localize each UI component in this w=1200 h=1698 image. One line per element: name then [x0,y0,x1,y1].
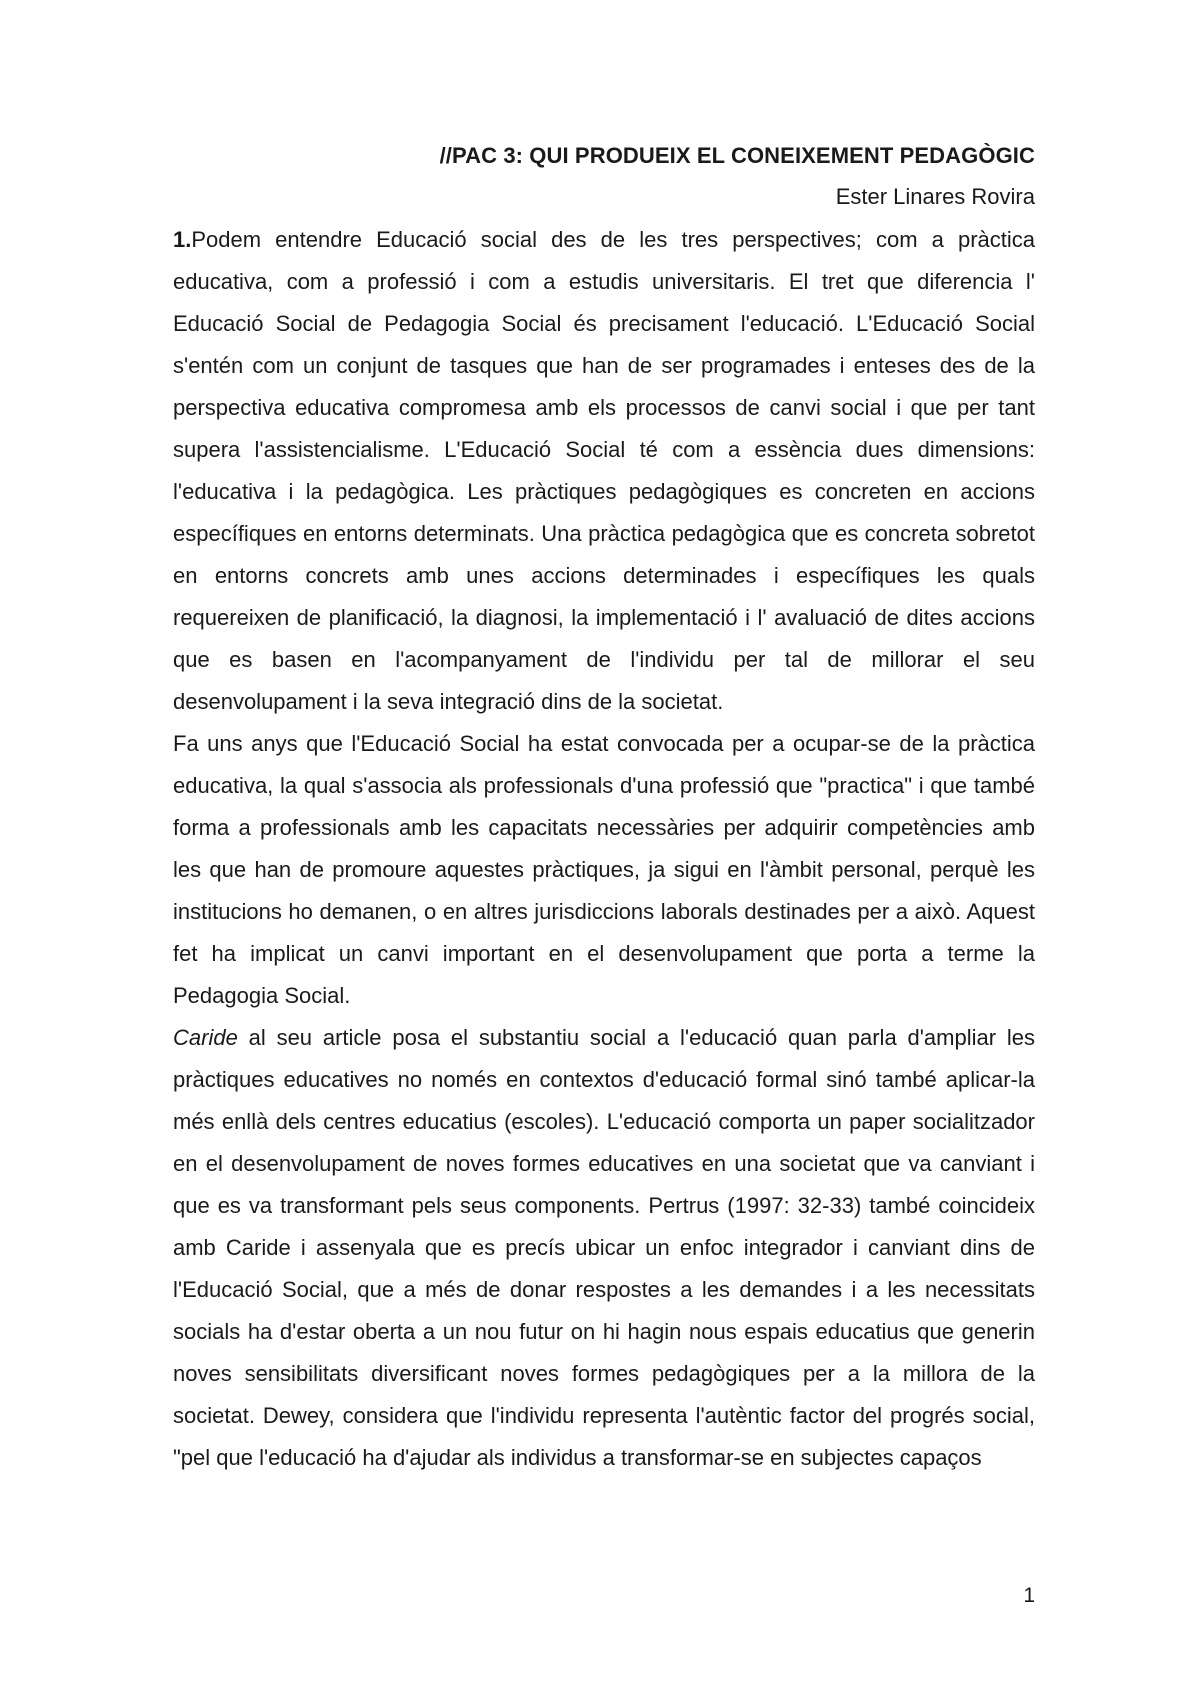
paragraph-text: al seu article posa el substantiu social a l'educació quan parla d'ampliar les pràctiques educatives no només en contextos d'educació formal sinó també aplicar-la més enllà dels centres educatius (escoles). L'educació comporta un paper socialitzador en el desenvolupament de noves formes educatives en una societat que va canviant i que es va transformant pels seus components. Pertrus (1997: 32-33) també coincideix amb Caride i assenyala que es precís ubicar un enfoc integrador i canviant dins de l'Educació Social, que a més de donar respostes a les demandes i a les necessitats socials ha d'estar oberta a un nou futur on hi hagin nous espais educatius que generin noves sensibilitats diversificant noves formes pedagògiques per a la millora de la societat. Dewey, considera que l'individu representa l'autèntic factor del progrés social, "pel que l'educació ha d'ajudar als individus a transformar-se en subjectes capaços [173,1025,1035,1470]
paragraph-number: 1. [173,227,192,252]
author-name: Ester Linares Rovira [835,184,1035,209]
paragraph-1 [173,219,1035,723]
page-number: 1 [1023,1584,1035,1607]
paragraph-text: Podem entendre Educació social des de les tres perspectives; com a pràctica educativa, com a professió i com a estudis universitaris. El tret que diferencia l' Educació Social de Pedagogia Social és precisament l'educació. L'Educació Social s'entén com un conjunt de tasques que han de ser programades i enteses des de la perspectiva educativa compromesa amb els processos de canvi social i que per tant supera l'assistencialisme. L'Educació Social té com a essència dues dimensions: l'educativa i la pedagògica. Les pràctiques pedagògiques es concreten en accions específiques en entorns determinats. Una pràctica pedagògica que es concreta sobretot en entorns concrets amb unes accions determinades i específiques les quals requereixen de planificació, la diagnosi, la implementació i l' avaluació de dites accions que es basen en l'acompanyament de l'individu per tal de millorar el seu desenvolupament i la seva integració dins de la societat. [173,227,1035,714]
paragraph-3 [173,1017,1035,1479]
italic-author-reference: Caride [173,1025,238,1050]
page-content [173,140,1035,1479]
paragraph-2 [173,723,1035,1017]
document-title: //PAC 3: QUI PRODUEIX EL CONEIXEMENT PEDAGÒGIC [439,143,1035,168]
paragraph-text: Fa uns anys que l'Educació Social ha estat convocada per a ocupar-se de la pràctica educativa, la qual s'associa als professionals d'una professió que "practica" i que també forma a professionals amb les capacitats necessàries per adquirir competències amb les que han de promoure aquestes pràctiques, ja sigui en l'àmbit personal, perquè les institucions ho demanen, o en altres jurisdiccions laborals destinades per a això. Aquest fet ha implicat un canvi important en el desenvolupament que porta a terme la Pedagogia Social. [173,731,1035,1008]
